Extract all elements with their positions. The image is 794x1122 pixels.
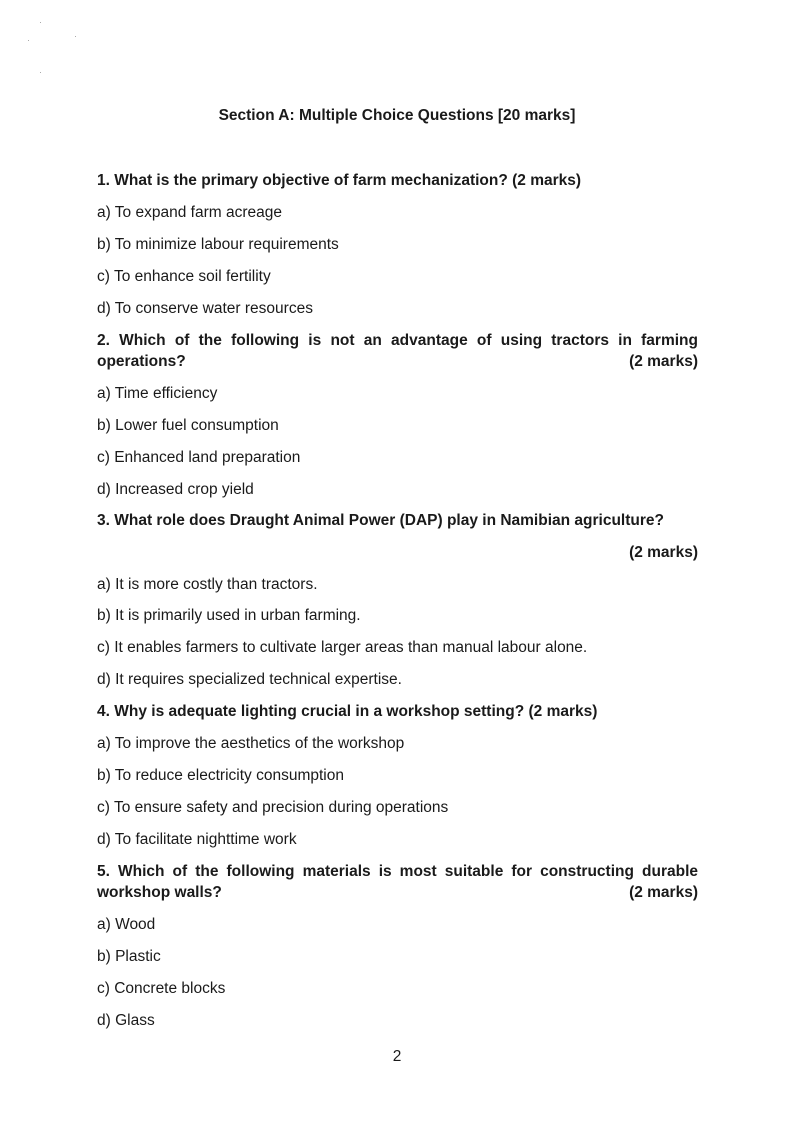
option-5a: a) Wood xyxy=(97,916,156,933)
scan-speck xyxy=(75,36,76,37)
question-2-line2 xyxy=(97,352,698,372)
option-1c: c) To enhance soil fertility xyxy=(97,268,271,285)
option-2a: a) Time efficiency xyxy=(97,385,218,402)
option-5b: b) Plastic xyxy=(97,948,161,965)
question-5-line1: 5. Which of the following materials is most suitable for constructing durable xyxy=(97,863,698,880)
option-4d: d) To facilitate nighttime work xyxy=(97,831,297,848)
question-2-marks: (2 marks) xyxy=(629,353,698,370)
option-5d: d) Glass xyxy=(97,1012,155,1029)
option-3b: b) It is primarily used in urban farming. xyxy=(97,607,361,624)
option-2d: d) Increased crop yield xyxy=(97,481,254,498)
question-2-text: operations? xyxy=(97,353,186,370)
option-2c: c) Enhanced land preparation xyxy=(97,449,301,466)
scan-speck xyxy=(40,22,41,23)
option-3c: c) It enables farmers to cultivate larger areas than manual labour alone. xyxy=(97,639,588,656)
option-4b: b) To reduce electricity consumption xyxy=(97,767,344,784)
option-1b: b) To minimize labour requirements xyxy=(97,236,339,253)
question-5-line2 xyxy=(97,883,698,903)
question-2-line1: 2. Which of the following is not an advantage of using tractors in farming xyxy=(97,332,698,349)
question-5-text: workshop walls? xyxy=(97,884,222,901)
question-5-marks: (2 marks) xyxy=(629,884,698,901)
scan-speck xyxy=(40,72,41,73)
section-title: Section A: Multiple Choice Questions [20 marks] xyxy=(218,107,576,124)
question-3: 3. What role does Draught Animal Power (DAP) play in Namibian agriculture? xyxy=(97,512,664,529)
option-3d: d) It requires specialized technical expertise. xyxy=(97,671,402,688)
option-4a: a) To improve the aesthetics of the workshop xyxy=(97,735,405,752)
option-5c: c) Concrete blocks xyxy=(97,980,226,997)
option-3a: a) It is more costly than tractors. xyxy=(97,576,318,593)
option-1d: d) To conserve water resources xyxy=(97,300,313,317)
question-4: 4. Why is adequate lighting crucial in a workshop setting? (2 marks) xyxy=(97,703,598,720)
option-4c: c) To ensure safety and precision during operations xyxy=(97,799,449,816)
page-number: 2 xyxy=(392,1048,402,1065)
option-1a: a) To expand farm acreage xyxy=(97,204,282,221)
scan-speck xyxy=(28,40,29,41)
option-2b: b) Lower fuel consumption xyxy=(97,417,279,434)
question-3-marks: (2 marks) xyxy=(629,544,698,561)
question-1: 1. What is the primary objective of farm mechanization? (2 marks) xyxy=(97,172,582,189)
